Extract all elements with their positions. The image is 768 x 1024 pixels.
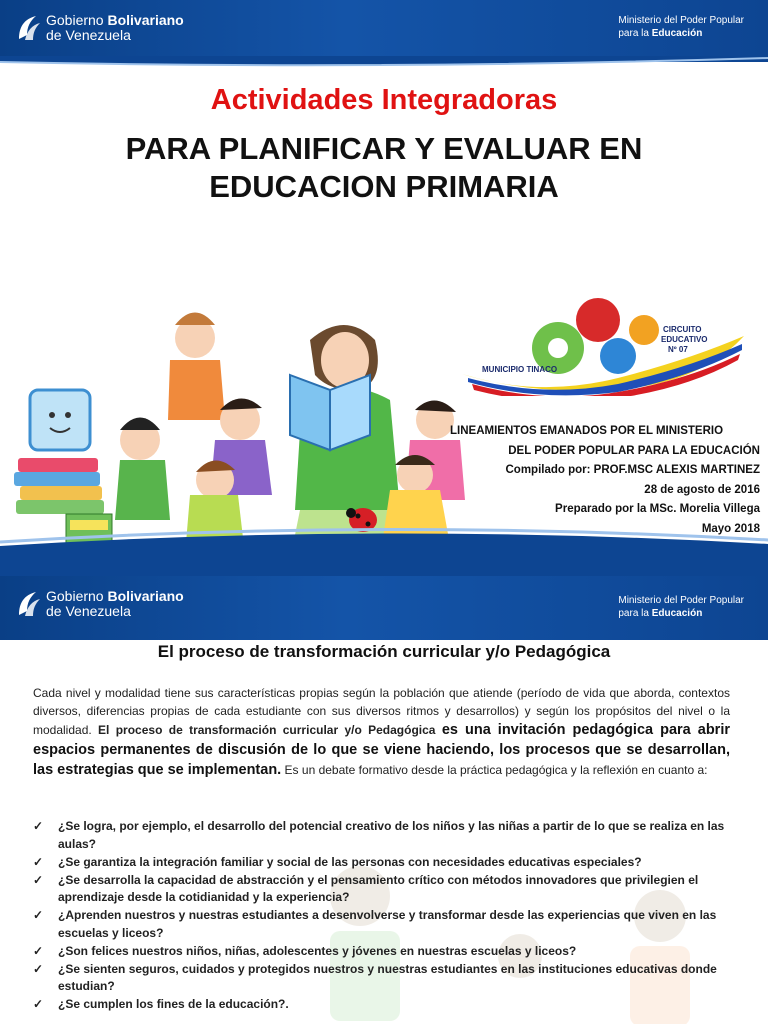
list-item <box>33 854 733 872</box>
gov-name-bold: Bolivariano <box>107 588 184 604</box>
section-title: El proceso de transformación curricular y/o Pedagógica <box>157 642 611 661</box>
intro-paragraph <box>33 685 730 780</box>
check-icon: ✓ <box>33 872 44 887</box>
check-icon: ✓ <box>33 943 44 958</box>
cover-subtitle-line2: EDUCACION PRIMARIA <box>209 169 559 204</box>
info-line-4: 28 de agosto de 2016 <box>644 483 760 496</box>
list-item <box>33 961 733 996</box>
cover-subtitle-line1: PARA PLANIFICAR Y EVALUAR EN <box>125 131 643 166</box>
ministry-line2-regular: para la <box>618 28 649 39</box>
list-item <box>33 943 733 961</box>
check-icon: ✓ <box>33 819 44 833</box>
ministry-label-2 <box>618 594 744 620</box>
question-text: ¿Se desarrolla la capacidad de abstracción y el pensamiento crítico con métodos innovadores que privilegien el aprendizaje desde la cotidianidad y la experiencia? <box>58 872 699 904</box>
gov-logo-2 <box>16 584 184 624</box>
question-text: ¿Se cumplen los fines de la educación?. <box>58 997 289 1011</box>
info-line-3: Compilado por: PROF.MSC ALEXIS MARTINEZ <box>505 464 760 476</box>
list-item <box>33 907 733 942</box>
info-line-5: Preparado por la MSc. Morelia Villega <box>555 503 760 515</box>
question-text: ¿Se garantiza la integración familiar y social de las personas con necesidades educativas especiales? <box>58 854 642 869</box>
info-line-2: DEL PODER POPULAR PARA LA EDUCACIÓN <box>508 444 760 457</box>
badge-right-line2: EDUCATIVO <box>661 335 708 344</box>
gov-emblem-icon <box>16 13 42 43</box>
footer-wave <box>0 516 768 576</box>
ministry-line1: Ministerio del Poder Popular <box>618 595 744 606</box>
info-line-1: LINEAMIENTOS EMANADOS POR EL MINISTERIO <box>450 425 724 437</box>
header-bar-2 <box>0 576 768 640</box>
ministry-line2-bold: Educación <box>651 28 703 39</box>
para-emphasis: es una invitación pedagógica para abrir espacios permanentes de discusión de lo que se viene haciendo, los procesos que se desarrollan, las estrategias que se implementan. <box>33 722 730 778</box>
list-item <box>33 818 733 853</box>
check-icon: ✓ <box>33 854 44 869</box>
question-text: ¿Son felices nuestros niños, niñas, adolescentes y jóvenes en nuestras escuelas y liceos? <box>58 943 577 958</box>
header-bar <box>0 0 768 62</box>
question-text: ¿Se sienten seguros, cuidados y protegidos nuestros y nuestras estudiantes en las instituciones educativas donde estudian? <box>58 961 717 993</box>
gov-country: de Venezuela <box>46 603 131 619</box>
gov-country: de Venezuela <box>46 27 131 43</box>
cover-title: Actividades Integradoras <box>210 84 558 116</box>
circuit-badge <box>458 286 748 396</box>
open-book-icon <box>290 375 370 450</box>
para-text-2: Es un debate formativo desde la práctica pedagógica y la reflexión en cuanto a: <box>281 763 708 777</box>
gov-emblem-icon <box>16 589 42 619</box>
slide-transformation <box>0 576 768 1024</box>
gov-name-regular: Gobierno <box>46 12 104 28</box>
header-wave <box>0 56 768 70</box>
info-line-6: Mayo 2018 <box>701 522 760 535</box>
ministry-line2-regular: para la <box>618 608 649 619</box>
gov-name-bold: Bolivariano <box>107 12 184 28</box>
badge-right-line1: CIRCUITO <box>663 325 702 334</box>
ministry-line1: Ministerio del Poder Popular <box>618 15 744 26</box>
badge-right-line3: Nº 07 <box>668 345 688 354</box>
question-text: ¿Aprenden nuestros y nuestras estudiantes a desenvolverse y transformar desde las experiencias que viven en las escuelas y liceos? <box>58 908 717 940</box>
para-text-1: Cada nivel y modalidad tiene sus características propias según la población que atiende (período de vida que aborda, contextos diversos, diferencias propias de cada estudiante con sus diversos ritmos y desarrollos) y según los propósitos del nivel o la modalidad. <box>33 686 730 737</box>
check-icon: ✓ <box>33 908 44 922</box>
list-item <box>33 872 733 907</box>
para-bold-1: El proceso de transformación curricular y/o Pedagógica <box>98 723 442 737</box>
question-list <box>33 818 733 1014</box>
gov-name-regular: Gobierno <box>46 588 104 604</box>
check-icon: ✓ <box>33 997 44 1011</box>
cover-subtitle <box>0 130 768 206</box>
ministry-line2-bold: Educación <box>651 608 703 619</box>
ministry-label <box>618 14 744 40</box>
gov-logo <box>16 8 184 48</box>
question-text: ¿Se logra, por ejemplo, el desarrollo del potencial creativo de los niños y las niñas a partir de lo que se realiza en las aulas? <box>58 819 725 851</box>
list-item <box>33 996 733 1014</box>
badge-left-text: MUNICIPIO TINACO <box>482 365 558 374</box>
check-icon: ✓ <box>33 961 44 976</box>
